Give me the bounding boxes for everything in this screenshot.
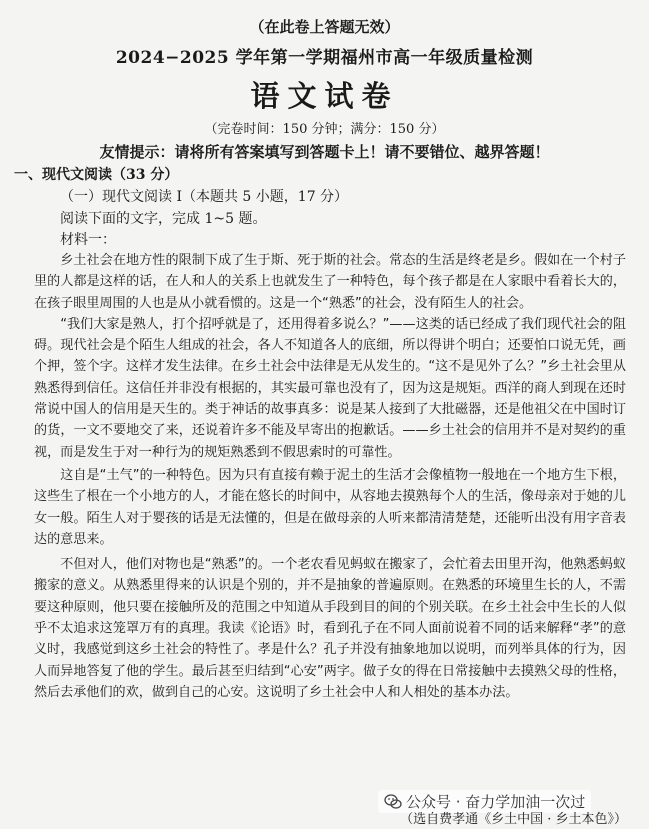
friendly-tip: 友情提示：请将所有答案填写到答题卡上！请不要错位、越界答题！	[99, 143, 550, 161]
material-label: 材料一：	[60, 232, 116, 248]
exam-meta: （完卷时间：150 分钟；满分：150 分）	[204, 122, 445, 137]
source-citation: （选自费孝通《乡土中国 · 乡土本色》）	[400, 812, 627, 827]
subject-title: 语文试卷	[250, 79, 399, 113]
passage-paragraph: 乡土社会在地方性的限制下成了生于斯、死于斯的社会。常态的生活是终老是乡。假如在一个村子里的人都是这样的话，在人和人的关系上也就发生了一种特色，每个孩子都是在人家眼中看着长大的，在孩子眼里周围的人也是从小就看惯的。这是一个“熟悉”的社会，没有陌生人的社会。	[34, 253, 626, 311]
passage	[34, 250, 626, 703]
passage-paragraph: 这自是“土气”的一种特色。因为只有直接有赖于泥土的生活才会像植物一般地在一个地方生下根，这些生了根在一个小地方的人，才能在悠长的时间中，从容地去摸熟每个人的生活，像母亲对于她的儿女一般。陌生人对于婴孩的话是无法懂的，但是在做母亲的人听来都清清楚楚，还能听出没有用字音表达的意思来。	[34, 467, 626, 547]
section-heading: 一、现代文阅读（33 分）	[14, 167, 179, 183]
invalid-notice: （在此卷上答题无效）	[249, 18, 400, 36]
instruction: 阅读下面的文字，完成 1~5 题。	[60, 211, 267, 227]
part-heading: （一）现代文阅读 I（本题共 5 小题，17 分）	[60, 189, 349, 205]
passage-paragraph: “我们大家是熟人，打个招呼就是了，还用得着多说么？”——这类的话已经成了我们现代社会的阻碍。现代社会是个陌生人组成的社会，各人不知道各人的底细，所以得讲个明白；还要怕口说无凭，画个押，签个字。这样才发生法律。在乡土社会中法律是无从发生的。“这不是见外了么？”乡土社会里从熟悉得到信任。这信任并非没有根据的，其实最可靠也没有了，因为这是规矩。西洋的商人到现在还时常说中国人的信用是天生的。类于神话的故事真多：说是某人接到了大批磁器，还是他祖父在中国时订的货，一文不要地交了来，还说着许多不能及早寄出的抱歉话。——乡土社会的信用并不是对契约的重视，而是发生于对一种行为的规矩熟悉到不假思索时的可靠性。	[34, 316, 626, 460]
passage-paragraph: 不但对人，他们对物也是“熟悉”的。一个老农看见蚂蚁在搬家了，会忙着去田里开沟，他熟悉蚂蚁搬家的意义。从熟悉里得来的认识是个别的，并不是抽象的普遍原则。在熟悉的环境里生长的人，不需要这种原则，他只要在接触所及的范围之中知道从手段到目的间的个别关联。在乡土社会中生长的人似乎不太追求这笼罩万有的真理。我读《论语》时，看到孔子在不同人面前说着不同的话来解释“孝”的意义时，我感觉到这乡土社会的特性了。孝是什么？孔子并没有抽象地加以说明，而列举具体的行为，因人而异地答复了他的学生。最后甚至归结到“心安”两字。做子女的得在日常接触中去摸熟父母的性格，然后去承他们的欢，做到自己的心安。这说明了乡土社会中人和人相处的基本办法。	[34, 557, 626, 700]
exam-title: 2024−2025 学年第一学期福州市高一年级质量检测	[115, 48, 534, 68]
watermark-text: 公众号 · 奋力学加油一次过	[406, 793, 586, 811]
